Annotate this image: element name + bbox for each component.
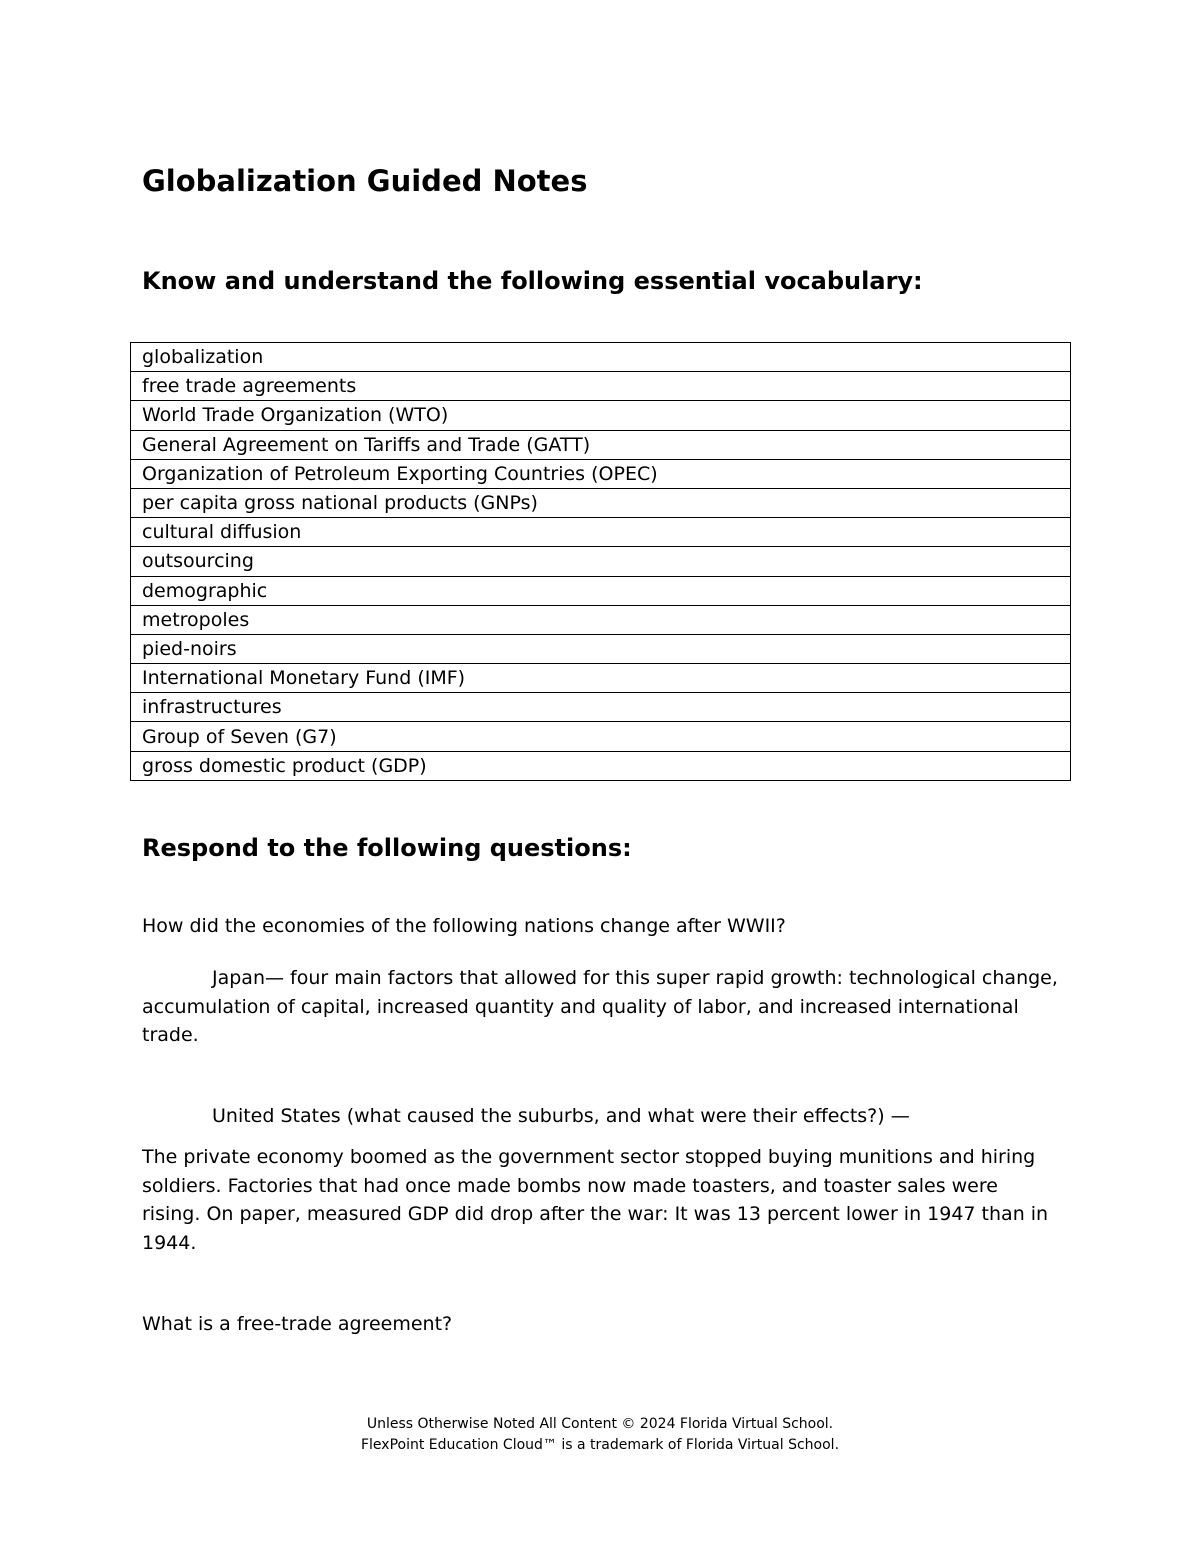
vocabulary-term: pied-noirs (131, 634, 1071, 663)
table-row (131, 488, 1071, 517)
table-row (131, 459, 1071, 488)
vocabulary-term: outsourcing (131, 547, 1071, 576)
vocabulary-term: metropoles (131, 605, 1071, 634)
table-row (131, 634, 1071, 663)
vocabulary-term: World Trade Organization (WTO) (131, 401, 1071, 430)
table-row (131, 343, 1071, 372)
vocabulary-term: per capita gross national products (GNPs) (131, 488, 1071, 517)
prompt-united-states: United States (what caused the suburbs, and what were their effects?) — (212, 1105, 910, 1127)
question-economies: How did the economies of the following nations change after WWII? (142, 915, 786, 937)
table-row (131, 751, 1071, 780)
footer-copyright: Unless Otherwise Noted All Content © 2024 Florida Virtual School. (366, 1416, 834, 1432)
vocabulary-heading: Know and understand the following essential vocabulary: (142, 267, 923, 295)
answer-united-states: The private economy boomed as the government sector stopped buying munitions and hiring soldiers. Factories that had once made bombs now made toasters, and toaster sales were rising. On paper, measured GDP did drop after the war: It was 13 percent lower in 1947 than in 1944. (142, 1146, 1049, 1254)
vocabulary-term: International Monetary Fund (IMF) (131, 664, 1071, 693)
table-row (131, 722, 1071, 751)
page-footer (0, 1414, 1200, 1456)
vocabulary-term: free trade agreements (131, 372, 1071, 401)
question-free-trade: What is a free-trade agreement? (142, 1313, 453, 1335)
vocabulary-term: globalization (131, 343, 1071, 372)
table-row (131, 372, 1071, 401)
footer-trademark: FlexPoint Education Cloud™ is a trademark of Florida Virtual School. (360, 1437, 840, 1453)
vocabulary-term: cultural diffusion (131, 518, 1071, 547)
table-row (131, 605, 1071, 634)
vocabulary-term: gross domestic product (GDP) (131, 751, 1071, 780)
vocabulary-table (130, 342, 1071, 781)
vocabulary-term: infrastructures (131, 693, 1071, 722)
table-row (131, 693, 1071, 722)
vocabulary-term: demographic (131, 576, 1071, 605)
answer-japan: Japan— four main factors that allowed for this super rapid growth: technological change, accumulation of capital, increased quantity and quality of labor, and increased international trade. (142, 967, 1058, 1047)
table-row (131, 401, 1071, 430)
page-title: Globalization Guided Notes (142, 164, 588, 198)
vocabulary-term: Organization of Petroleum Exporting Countries (OPEC) (131, 459, 1071, 488)
vocabulary-term: Group of Seven (G7) (131, 722, 1071, 751)
table-row (131, 430, 1071, 459)
table-row (131, 518, 1071, 547)
table-row (131, 664, 1071, 693)
table-row (131, 547, 1071, 576)
table-row (131, 576, 1071, 605)
questions-heading: Respond to the following questions: (142, 834, 632, 862)
vocabulary-term: General Agreement on Tariffs and Trade (GATT) (131, 430, 1071, 459)
